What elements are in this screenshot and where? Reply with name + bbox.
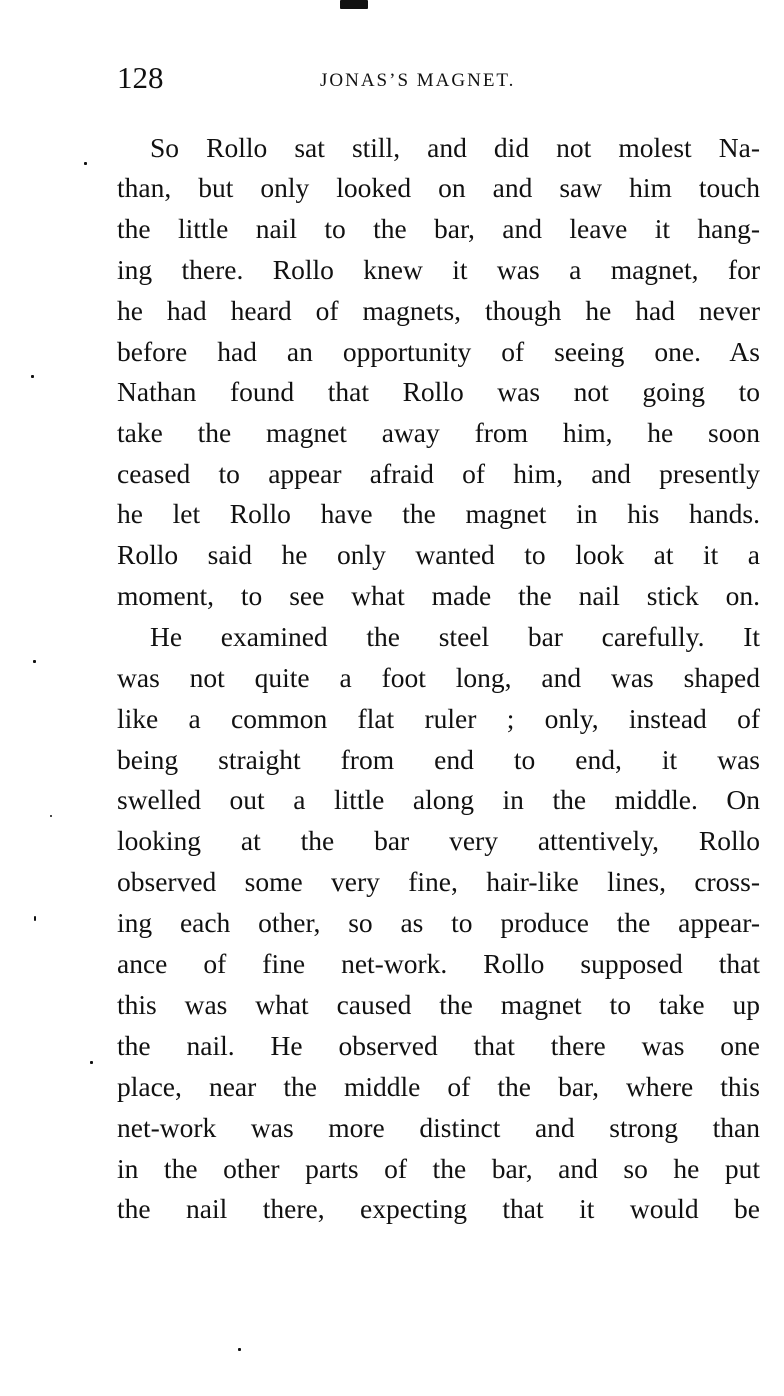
text-line-5: he had heard of magnets, though he had never xyxy=(117,295,760,326)
text-line-6: before had an opportunity of seeing one. As xyxy=(117,336,760,367)
text-line-22: this was what caused the magnet to take up xyxy=(117,989,760,1020)
text-line-3: the little nail to the bar, and leave it hang- xyxy=(117,213,760,244)
page-number: 128 xyxy=(117,60,164,95)
speck xyxy=(50,815,52,817)
text-line-27: the nail there, expecting that it would be xyxy=(117,1193,760,1224)
text-line-18: looking at the bar very attentively, Rollo xyxy=(117,825,760,856)
text-line-17: swelled out a little along in the middle. On xyxy=(117,784,760,815)
speck xyxy=(34,916,36,921)
text-line-26: in the other parts of the bar, and so he put xyxy=(117,1153,760,1184)
running-head: JONAS’S MAGNET. xyxy=(320,70,516,91)
text-line-14: was not quite a foot long, and was shaped xyxy=(117,662,760,693)
text-line-12: moment, to see what made the nail stick on. xyxy=(117,580,760,611)
text-line-10: he let Rollo have the magnet in his hands. xyxy=(117,498,760,529)
speck xyxy=(90,1061,93,1064)
text-line-11: Rollo said he only wanted to look at it a xyxy=(117,539,760,570)
text-line-15: like a common flat ruler ; only, instead of xyxy=(117,703,760,734)
text-line-25: net-work was more distinct and strong than xyxy=(117,1112,760,1143)
text-line-9: ceased to appear afraid of him, and presently xyxy=(117,458,760,489)
text-line-2: than, but only looked on and saw him touch xyxy=(117,172,760,203)
text-line-24: place, near the middle of the bar, where this xyxy=(117,1071,760,1102)
speck xyxy=(31,375,34,378)
text-line-1: So Rollo sat still, and did not molest Na- xyxy=(150,132,760,163)
speck xyxy=(84,162,87,165)
text-line-23: the nail. He observed that there was one xyxy=(117,1030,760,1061)
text-line-19: observed some very fine, hair-like lines, cross- xyxy=(117,866,760,897)
text-line-21: ance of fine net-work. Rollo supposed that xyxy=(117,948,760,979)
text-line-8: take the magnet away from him, he soon xyxy=(117,417,760,448)
text-line-7: Nathan found that Rollo was not going to xyxy=(117,376,760,407)
text-line-20: ing each other, so as to produce the appear- xyxy=(117,907,760,938)
text-line-13: He examined the steel bar carefully. It xyxy=(150,621,760,652)
speck xyxy=(33,660,36,663)
speck xyxy=(238,1348,241,1351)
text-line-4: ing there. Rollo knew it was a magnet, for xyxy=(117,254,760,285)
ink-smudge-top xyxy=(340,0,368,9)
text-line-16: being straight from end to end, it was xyxy=(117,744,760,775)
